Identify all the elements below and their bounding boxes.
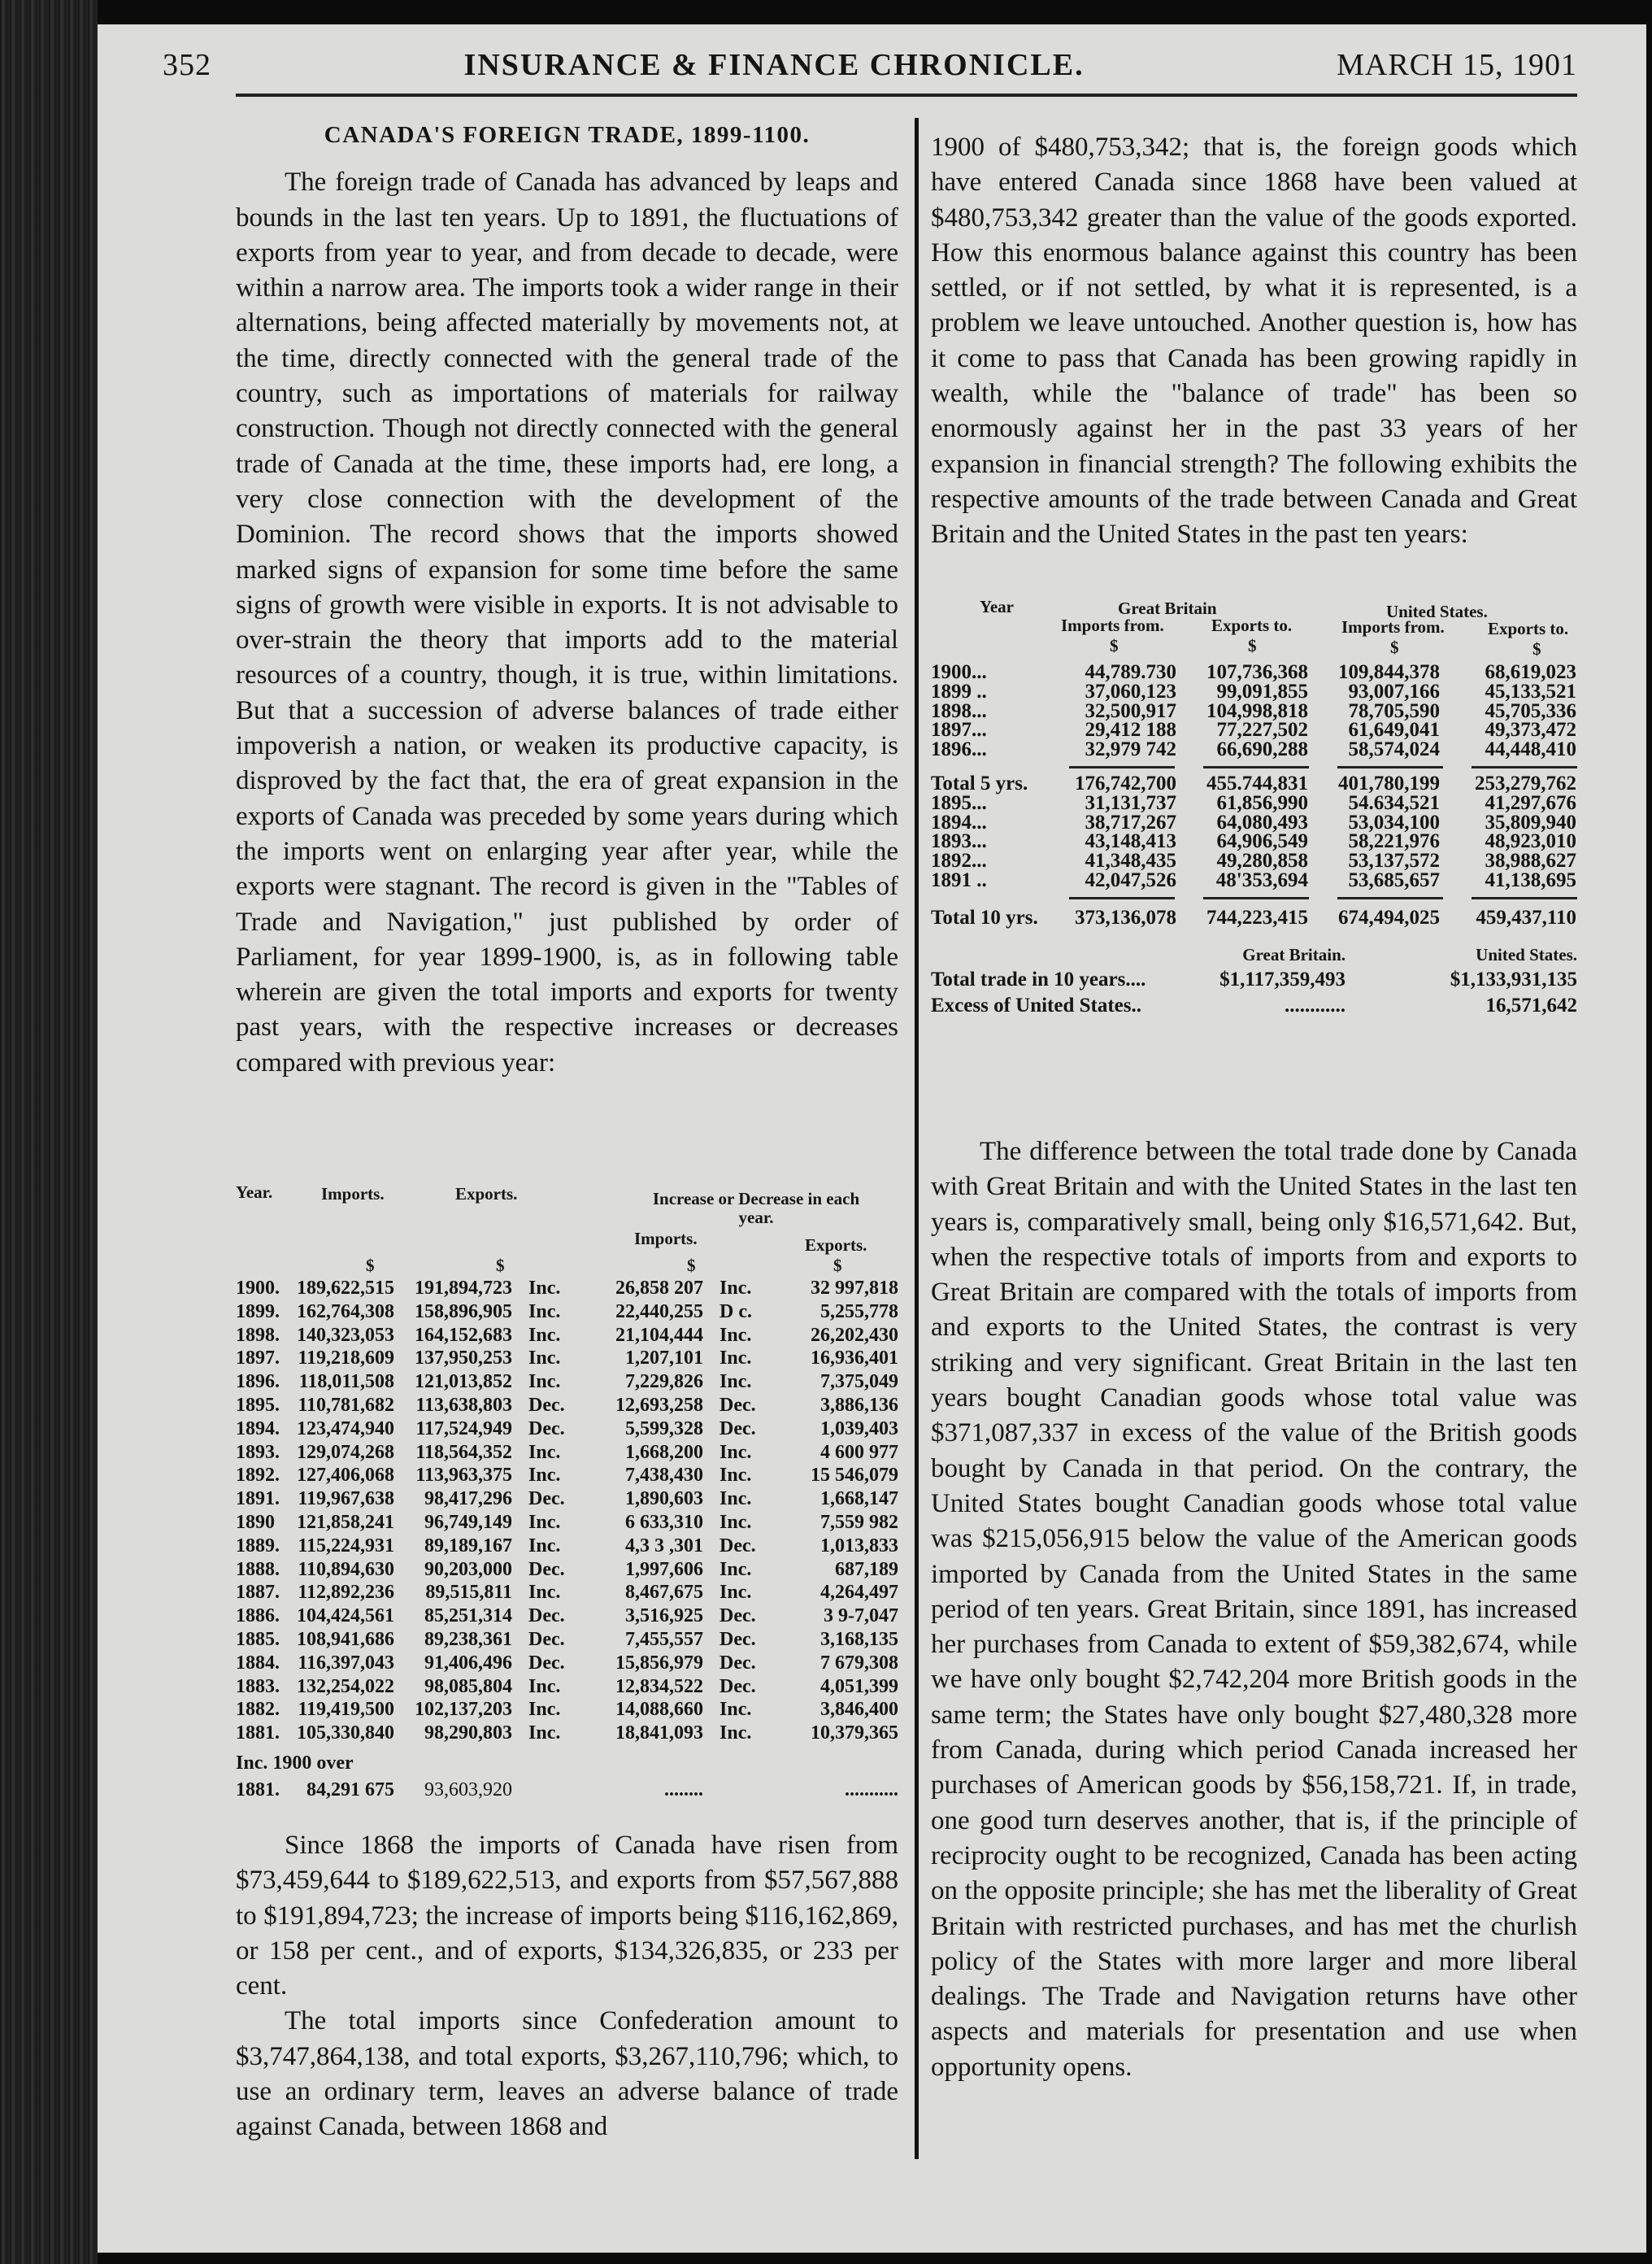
- table-cell: 1894.: [236, 1417, 280, 1439]
- table-cell: 119,218,609: [298, 1348, 394, 1369]
- summary-label: Excess of United States..: [931, 994, 1142, 1017]
- col-head-exports-to: Exports to.: [1211, 616, 1293, 635]
- cell: 373,136,078: [1075, 906, 1176, 929]
- table-cell: 77,227,502: [1216, 719, 1308, 742]
- table-cell: 1895.: [236, 1394, 280, 1416]
- table-cell: 1898.: [236, 1324, 280, 1346]
- table-cell: 1891.: [236, 1488, 280, 1510]
- table-cell: 98,290,803: [424, 1722, 512, 1744]
- table-cell: 1894...: [931, 811, 987, 834]
- paragraph: 1900 of $480,753,342; that is, the foreign goods which have entered Canada since 1868 have been valued at $480,753,342 greater than the value of the goods exported. How this enormous balance against this country has been settled, or if not settled, by what it is represented, is a problem we leave untouched. Another question is, how has it come to pass that Canada has been growing rapidly in wealth, while the "balance of trade" has been so enormously against her in the past 33 years of her expansion in financial strength? The following exhibits the respective amounts of the trade between Canada and Great Britain and the United States in the past ten years:: [931, 133, 1577, 550]
- table-cell: Inc.: [528, 1582, 561, 1604]
- table-cell: 123,474,940: [297, 1417, 394, 1439]
- table-cell: 129,074,268: [297, 1441, 394, 1463]
- table-cell: 12,834,522: [615, 1675, 703, 1697]
- table-cell: Inc.: [528, 1300, 561, 1322]
- cell: Total 10 yrs.: [931, 906, 1038, 929]
- table-cell: 137,950,253: [415, 1348, 512, 1369]
- table-cell: 85,251,314: [424, 1605, 512, 1627]
- col-head-great-britain: Great Britain: [1118, 599, 1217, 618]
- table-cell: 7,455,557: [625, 1628, 703, 1650]
- table-cell: 455.744,831: [1206, 772, 1308, 795]
- table-cell: Inc.: [528, 1722, 561, 1744]
- table-cell: Dec.: [719, 1628, 756, 1650]
- table-cell: 4,264,497: [820, 1582, 898, 1604]
- table-cell: Dec.: [719, 1535, 756, 1556]
- table-cell: Inc.: [719, 1465, 752, 1487]
- table-row: [236, 1581, 898, 1604]
- table-row: [236, 1300, 898, 1324]
- table-row: [931, 774, 1577, 794]
- table-cell: 189,622,515: [297, 1278, 394, 1299]
- col-head-sub-imports: Imports.: [634, 1229, 698, 1248]
- table-cell: 1,039,403: [820, 1417, 898, 1439]
- table-row: [236, 1535, 898, 1558]
- table-cell: 104,998,818: [1206, 699, 1308, 722]
- table-cell: Dec.: [528, 1488, 565, 1510]
- table-cell: 1893.: [236, 1441, 280, 1463]
- table-cell: 15 546,079: [811, 1465, 898, 1487]
- dollar-sign: $: [496, 1256, 505, 1275]
- table-cell: D c.: [719, 1300, 752, 1322]
- table-cell: 3 9-7,047: [824, 1605, 898, 1627]
- table-row: [236, 1675, 898, 1699]
- dollar-sign: $: [366, 1256, 375, 1275]
- table-cell: Inc.: [719, 1511, 752, 1533]
- table-cell: 35,809,940: [1485, 811, 1576, 834]
- table-cell: 66,690,288: [1216, 738, 1308, 761]
- table-cell: Dec.: [528, 1394, 565, 1416]
- table-cell: Inc.: [528, 1699, 561, 1721]
- right-column: [931, 130, 1577, 553]
- summary-header: [931, 943, 1577, 967]
- table-cell: 32 997,818: [811, 1278, 898, 1299]
- table-cell: 38,717,267: [1085, 811, 1176, 834]
- table-cell: 29,412 188: [1085, 719, 1176, 742]
- table-cell: 64,080,493: [1216, 811, 1308, 834]
- cell: 744,223,415: [1206, 906, 1308, 929]
- table-cell: 1,207,101: [625, 1348, 703, 1369]
- table-body-earlier: [931, 774, 1577, 890]
- book-spine: [0, 0, 98, 2264]
- table-cell: 1,013,833: [820, 1535, 898, 1556]
- table-cell: 108,941,686: [297, 1628, 394, 1650]
- table-cell: 116,397,043: [298, 1652, 394, 1674]
- left-column: [236, 114, 898, 1081]
- table-cell: 119,967,638: [298, 1488, 394, 1510]
- table-cell: 3,846,400: [820, 1699, 898, 1721]
- table-cell: 5,599,328: [625, 1417, 703, 1439]
- table-row: [931, 813, 1577, 833]
- footer-exports: 93,603,920: [424, 1779, 512, 1800]
- table-cell: Inc.: [719, 1582, 752, 1604]
- dollar-sign: $: [1110, 636, 1119, 655]
- table-cell: 42,047,526: [1085, 869, 1176, 891]
- table-cell: 31,131,737: [1085, 791, 1176, 814]
- table-cell: 38,988,627: [1485, 850, 1576, 873]
- right-column-bottom: [931, 1134, 1577, 2085]
- table-cell: 16,936,401: [811, 1348, 898, 1369]
- table-cell: Inc.: [528, 1465, 561, 1487]
- table-cell: 32,500,917: [1085, 699, 1176, 722]
- table-row: [236, 1628, 898, 1652]
- table-cell: 104,424,561: [297, 1605, 394, 1627]
- summary-us: $1,133,931,135: [1450, 968, 1577, 990]
- col-head-exports: Exports.: [455, 1184, 518, 1204]
- table-cell: 54.634,521: [1348, 791, 1440, 814]
- table-total-row: [931, 908, 1577, 928]
- table-row: [236, 1487, 898, 1511]
- trade-table-twenty-years: [236, 1175, 898, 1804]
- running-head: [163, 41, 1577, 89]
- table-cell: 110,781,682: [298, 1394, 394, 1416]
- table-cell: Inc.: [719, 1278, 752, 1299]
- table-row: [236, 1511, 898, 1535]
- table-row: [236, 1277, 898, 1300]
- summary-row-total-trade: [931, 967, 1577, 993]
- separator-rule: [931, 760, 1577, 774]
- table-row: [931, 740, 1577, 760]
- table-cell: 119,419,500: [298, 1699, 394, 1721]
- table-cell: 26,202,430: [811, 1324, 898, 1346]
- table-cell: 109,844,378: [1338, 661, 1440, 683]
- table-cell: Dec.: [719, 1394, 756, 1416]
- table-cell: 7 679,308: [820, 1652, 898, 1674]
- table-cell: 140,323,053: [297, 1324, 394, 1346]
- footer-year: 1881.: [236, 1779, 280, 1800]
- column-rule: [915, 118, 919, 2159]
- table-row: [931, 699, 1577, 722]
- table-cell: Inc.: [719, 1371, 752, 1393]
- table-cell: 1886.: [236, 1605, 280, 1627]
- cell: 674,494,025: [1338, 906, 1440, 929]
- table-cell: Dec.: [528, 1417, 565, 1439]
- col-head-exports-to: Exports to.: [1488, 619, 1569, 638]
- table-cell: Inc.: [528, 1371, 561, 1393]
- table-cell: 68,619,023: [1485, 661, 1576, 683]
- table-cell: 32,979 742: [1085, 738, 1176, 761]
- table-row: [236, 1394, 898, 1417]
- table-cell: 158,896,905: [415, 1300, 512, 1322]
- table-cell: Total 5 yrs.: [931, 772, 1028, 795]
- paragraph: The foreign trade of Canada has advanced by leaps and bounds in the last ten years. Up to 1891, the fluctuations of exports from year to year, and from decade to decade, were within a narrow area. The imports took a wider range in their alternations, being affected materially by movements not, at the time, directly connected with the general trade of the country, such as importations of materials for railway construction. Though not directly connected with the general trade of Canada at the time, these imports had, ere long, a very close connection with the development of the Dominion. The record shows that the imports showed marked signs of expansion for some time before the same signs of growth were visible in exports. It is not advisable to over-strain the theory that imports add to the material resources of a country, though, it is true, within limitations. But that a succession of adverse balances of trade either impoverish a nation, or weaken its productive capacity, is disproved by the fact that, the era of great expansion in the exports of Canada was preceded by some years during which the imports went on enlarging year after year, while the exports were stagnant. The record is given in the "Tables of Trade and Navigation," just published by order of Parliament, for year 1899-1900, is, as in following table wherein are given the total imports and exports for twenty past years, with the respective increases or decreases compared with previous year:: [236, 168, 898, 1078]
- table-cell: Inc.: [528, 1348, 561, 1369]
- table-row: [236, 1417, 898, 1441]
- separator-rule: [931, 890, 1577, 905]
- table-cell: 1899 ..: [931, 680, 987, 703]
- table-cell: 107,736,368: [1206, 661, 1308, 683]
- table-cell: 1899.: [236, 1300, 280, 1322]
- table-cell: 121,858,241: [297, 1511, 394, 1533]
- summary-label: Total trade in 10 years....: [931, 968, 1146, 990]
- table-cell: 91,406,496: [424, 1652, 512, 1674]
- table-cell: 7,559 982: [820, 1511, 898, 1533]
- table-cell: Inc.: [719, 1348, 752, 1369]
- table-cell: Inc.: [528, 1511, 561, 1533]
- table-cell: 1883.: [236, 1675, 280, 1697]
- table-cell: 1900...: [931, 661, 987, 683]
- table-row: [236, 1604, 898, 1628]
- table-cell: Inc.: [719, 1699, 752, 1721]
- table-cell: 5,255,778: [820, 1300, 898, 1322]
- table-cell: 98,417,296: [424, 1488, 512, 1510]
- table-cell: Dec.: [719, 1605, 756, 1627]
- table-cell: 164,152,683: [415, 1324, 512, 1346]
- header-rule: [236, 94, 1577, 97]
- table-cell: Dec.: [528, 1652, 565, 1674]
- table-row: [236, 1370, 898, 1394]
- table-row: [931, 682, 1577, 702]
- left-column-bottom: [236, 1828, 898, 2145]
- table-cell: 61,649,041: [1348, 719, 1440, 742]
- table-row: [931, 663, 1577, 682]
- table-cell: 1892.: [236, 1465, 280, 1487]
- table-cell: 1890: [236, 1511, 275, 1533]
- table-cell: 1896...: [931, 738, 987, 761]
- table-cell: 3,168,135: [820, 1628, 898, 1650]
- table-row: [236, 1464, 898, 1487]
- summary-gb: ............: [1285, 994, 1346, 1017]
- table-cell: 191,894,723: [415, 1278, 512, 1299]
- table-cell: 1897...: [931, 719, 987, 742]
- table-cell: 1895...: [931, 791, 987, 814]
- table-cell: 18,841,093: [615, 1722, 703, 1744]
- dollar-sign: $: [1532, 639, 1541, 659]
- table-cell: 58,574,024: [1348, 738, 1440, 761]
- table-row: [236, 1722, 898, 1745]
- table-cell: 58,221,976: [1348, 830, 1440, 853]
- table-cell: 48'353,694: [1215, 869, 1308, 891]
- table-body: [236, 1277, 898, 1745]
- table-cell: 4 600 977: [820, 1441, 898, 1463]
- table-cell: 1887.: [236, 1582, 280, 1604]
- table-cell: 12,693,258: [615, 1394, 703, 1416]
- table-row: [236, 1347, 898, 1370]
- table-cell: 53,034,100: [1348, 811, 1440, 834]
- dollar-sign: $: [833, 1256, 842, 1275]
- table-footer-label: Inc. 1900 over: [236, 1752, 354, 1774]
- table-cell: 401,780,199: [1338, 772, 1440, 795]
- table-row: [236, 1324, 898, 1348]
- table-cell: 115,224,931: [298, 1535, 394, 1556]
- table-cell: 6 633,310: [625, 1511, 703, 1533]
- table-cell: 14,088,660: [615, 1699, 703, 1721]
- table-cell: 41,138,695: [1485, 869, 1576, 891]
- table-cell: 48,923,010: [1485, 830, 1576, 853]
- page-number: 352: [163, 48, 211, 82]
- table-cell: 45,705,336: [1485, 699, 1576, 722]
- table-cell: Inc.: [719, 1722, 752, 1744]
- dollar-sign: $: [1390, 638, 1399, 657]
- table-cell: 64,906,549: [1216, 830, 1308, 853]
- table-cell: 1897.: [236, 1348, 280, 1369]
- table-cell: 89,238,361: [424, 1628, 512, 1650]
- table-cell: 4,051,399: [820, 1675, 898, 1697]
- table-cell: Dec.: [528, 1605, 565, 1627]
- table-cell: 105,330,840: [297, 1722, 394, 1744]
- issue-date: MARCH 15, 1901: [1337, 48, 1577, 82]
- table-cell: 1,668,147: [820, 1488, 898, 1510]
- table-cell: 7,229,826: [625, 1371, 703, 1393]
- table-cell: 98,085,804: [424, 1675, 512, 1697]
- table-cell: 117,524,949: [415, 1417, 512, 1439]
- table-cell: 22,440,255: [615, 1300, 703, 1322]
- table-row: [931, 721, 1577, 740]
- table-cell: Inc.: [719, 1441, 752, 1463]
- dollar-sign: $: [1248, 636, 1257, 655]
- table-cell: 8,467,675: [625, 1582, 703, 1604]
- table-cell: 26,858 207: [615, 1278, 703, 1299]
- table-cell: 43,148,413: [1085, 830, 1176, 853]
- col-head-united-states: United States.: [1386, 602, 1488, 621]
- table-cell: Inc.: [528, 1278, 561, 1299]
- col-head-imports: Imports.: [321, 1184, 385, 1204]
- table-cell: Inc.: [528, 1675, 561, 1697]
- table-cell: 1,668,200: [625, 1441, 703, 1463]
- table-row: [931, 791, 1577, 814]
- table-cell: 102,137,203: [415, 1699, 512, 1721]
- table-cell: 127,406,068: [297, 1465, 394, 1487]
- table-cell: 1,890,603: [625, 1488, 703, 1510]
- summary-head-us: United States.: [1476, 944, 1577, 964]
- dollar-sign: $: [687, 1256, 696, 1275]
- table-cell: Inc.: [719, 1558, 752, 1580]
- table-cell: 162,764,308: [297, 1300, 394, 1322]
- table-cell: 687,189: [835, 1558, 898, 1580]
- table-cell: 61,856,990: [1216, 791, 1308, 814]
- table-cell: 1900.: [236, 1278, 280, 1299]
- cell: 459,437,110: [1476, 906, 1576, 929]
- table-cell: 15,856,979: [615, 1652, 703, 1674]
- summary-head-gb: Great Britain.: [1242, 944, 1346, 964]
- table-cell: 1885.: [236, 1628, 280, 1650]
- table-cell: 44,448,410: [1485, 738, 1576, 761]
- table-cell: 132,254,022: [297, 1675, 394, 1697]
- table-cell: Inc.: [719, 1488, 752, 1510]
- table-cell: 96,749,149: [424, 1511, 512, 1533]
- table-cell: 176,742,700: [1075, 772, 1176, 795]
- table-cell: 121,013,852: [415, 1371, 512, 1393]
- table-cell: 10,379,365: [811, 1722, 898, 1744]
- table-cell: 118,011,508: [298, 1371, 394, 1393]
- table-cell: 1888.: [236, 1558, 280, 1580]
- table-row: [931, 871, 1577, 890]
- publication-title: INSURANCE & FINANCE CHRONICLE.: [463, 48, 1085, 82]
- table-cell: Inc.: [719, 1324, 752, 1346]
- table-cell: 3,886,136: [820, 1394, 898, 1416]
- table-cell: 49,373,472: [1485, 719, 1576, 742]
- table-cell: 118,564,352: [415, 1441, 512, 1463]
- table-row: [236, 1558, 898, 1582]
- table-cell: 1896.: [236, 1371, 280, 1393]
- table-row: [236, 1698, 898, 1722]
- table-cell: 53,137,572: [1348, 850, 1440, 873]
- table-cell: 21,104,444: [615, 1324, 703, 1346]
- table-cell: 3,516,925: [625, 1605, 703, 1627]
- paragraph: The total imports since Confederation amount to $3,747,864,138, and total exports, $3,267,110,796; which, to use an ordinary term, leaves an adverse balance of trade against Canada, between 1868 and: [236, 2006, 898, 2142]
- footer-dots: ........: [664, 1779, 703, 1800]
- table-cell: Inc.: [528, 1441, 561, 1463]
- table-row: [931, 851, 1577, 871]
- table-cell: 41,297,676: [1485, 791, 1576, 814]
- table-cell: 53,685,657: [1348, 869, 1440, 891]
- table-cell: 1898...: [931, 699, 987, 722]
- table-cell: Inc.: [528, 1535, 561, 1556]
- table-header: [931, 590, 1577, 663]
- article-heading: CANADA'S FOREIGN TRADE, 1899-1100.: [324, 122, 811, 148]
- table-cell: 93,007,166: [1348, 680, 1440, 703]
- table-cell: 90,203,000: [424, 1558, 512, 1580]
- summary-us: 16,571,642: [1485, 994, 1577, 1017]
- col-head-year: Year: [980, 597, 1014, 616]
- table-cell: Dec.: [528, 1558, 565, 1580]
- col-head-increase-decrease: Increase or Decrease in each year.: [652, 1189, 860, 1227]
- table-cell: 4,3 3 ,301: [625, 1535, 703, 1556]
- table-cell: 89,189,167: [424, 1535, 512, 1556]
- table-row: [236, 1652, 898, 1675]
- table-cell: 99,091,855: [1216, 680, 1308, 703]
- table-footer-row: [236, 1776, 898, 1804]
- table-cell: 1881.: [236, 1722, 280, 1744]
- table-cell: 78,705,590: [1348, 699, 1440, 722]
- table-cell: 89,515,811: [425, 1582, 512, 1604]
- table-cell: 1892...: [931, 850, 987, 873]
- paragraph: Since 1868 the imports of Canada have risen from $73,459,644 to $189,622,513, and exports from $57,567,888 to $191,894,723; the increase of imports being $116,162,869, or 158 per cent., and of exports, $134,326,835, or 233 per cent.: [236, 1831, 898, 2001]
- table-cell: 49,280,858: [1216, 850, 1308, 873]
- table-row: [236, 1441, 898, 1465]
- table-cell: 1884.: [236, 1652, 280, 1674]
- table-cell: 7,375,049: [820, 1371, 898, 1393]
- table-cell: Dec.: [528, 1628, 565, 1650]
- table-body-recent: [931, 663, 1577, 760]
- col-head-imports-from: Imports from.: [1061, 616, 1164, 635]
- table-cell: Inc.: [528, 1324, 561, 1346]
- table-cell: 45,133,521: [1485, 680, 1576, 703]
- table-cell: 37,060,123: [1085, 680, 1176, 703]
- table-cell: 1889.: [236, 1535, 280, 1556]
- table-header: [236, 1175, 898, 1277]
- table-cell: 113,963,375: [415, 1465, 512, 1487]
- table-cell: 1893...: [931, 830, 987, 853]
- table-cell: Dec.: [719, 1417, 756, 1439]
- table-cell: 113,638,803: [415, 1394, 512, 1416]
- table-cell: 1891 ..: [931, 869, 987, 891]
- table-cell: 110,894,630: [298, 1558, 394, 1580]
- col-head-sub-exports: Exports.: [805, 1235, 867, 1255]
- table-cell: 112,892,236: [298, 1582, 394, 1604]
- footer-imports: 84,291 675: [306, 1779, 394, 1800]
- trade-table-gb-us: [931, 590, 1577, 1019]
- table-cell: 1,997,606: [625, 1558, 703, 1580]
- table-cell: 41,348,435: [1085, 850, 1176, 873]
- table-cell: 1882.: [236, 1699, 280, 1721]
- table-cell: 44,789.730: [1085, 661, 1176, 683]
- paragraph: The difference between the total trade done by Canada with Great Britain and with the United States in the last ten years is, comparatively small, being only $16,571,642. But, when the respective totals of imports from and exports to Great Britain are compared with the totals of imports from and exports to the United States, the contrast is very striking and very significant. Great Britain in the last ten years bought Canadian goods whose total value was $371,087,337 in excess of the value of the British goods bought by Canada in that period. On the contrary, the United States bought Canadian goods whose total value was $215,056,915 below the value of the American goods imported by Canada from the United States in the same period of ten years. Great Britain, since 1891, has increased her purchases from Canada to extent of $59,382,674, while we have only bought $2,742,204 more British goods in the same term; the States have only bought $27,480,328 more from Canada, during which period Canada increased her purchases of American goods by $56,158,721. If, in trade, one good turn deserves another, that is, if the principle of reciprocity ought to be recognized, Canada has been acting on the opposite principle; she has met the liberality of Great Britain with restricted purchases, and has met the churlish policy of the States with more larger and more liberal dealings. The Trade and Navigation returns have other aspects and materials for presentation and use when opportunity opens.: [931, 1137, 1577, 2082]
- col-head-imports-from: Imports from.: [1341, 617, 1445, 637]
- table-cell: 7,438,430: [625, 1465, 703, 1487]
- table-cell: Dec.: [719, 1675, 756, 1697]
- table-cell: 253,279,762: [1475, 772, 1576, 795]
- summary-gb: $1,117,359,493: [1219, 968, 1346, 990]
- table-row: [931, 832, 1577, 851]
- col-head-year: Year.: [236, 1182, 273, 1202]
- footer-dots: ...........: [845, 1779, 898, 1800]
- summary-row-excess: [931, 993, 1577, 1019]
- table-cell: Dec.: [719, 1652, 756, 1674]
